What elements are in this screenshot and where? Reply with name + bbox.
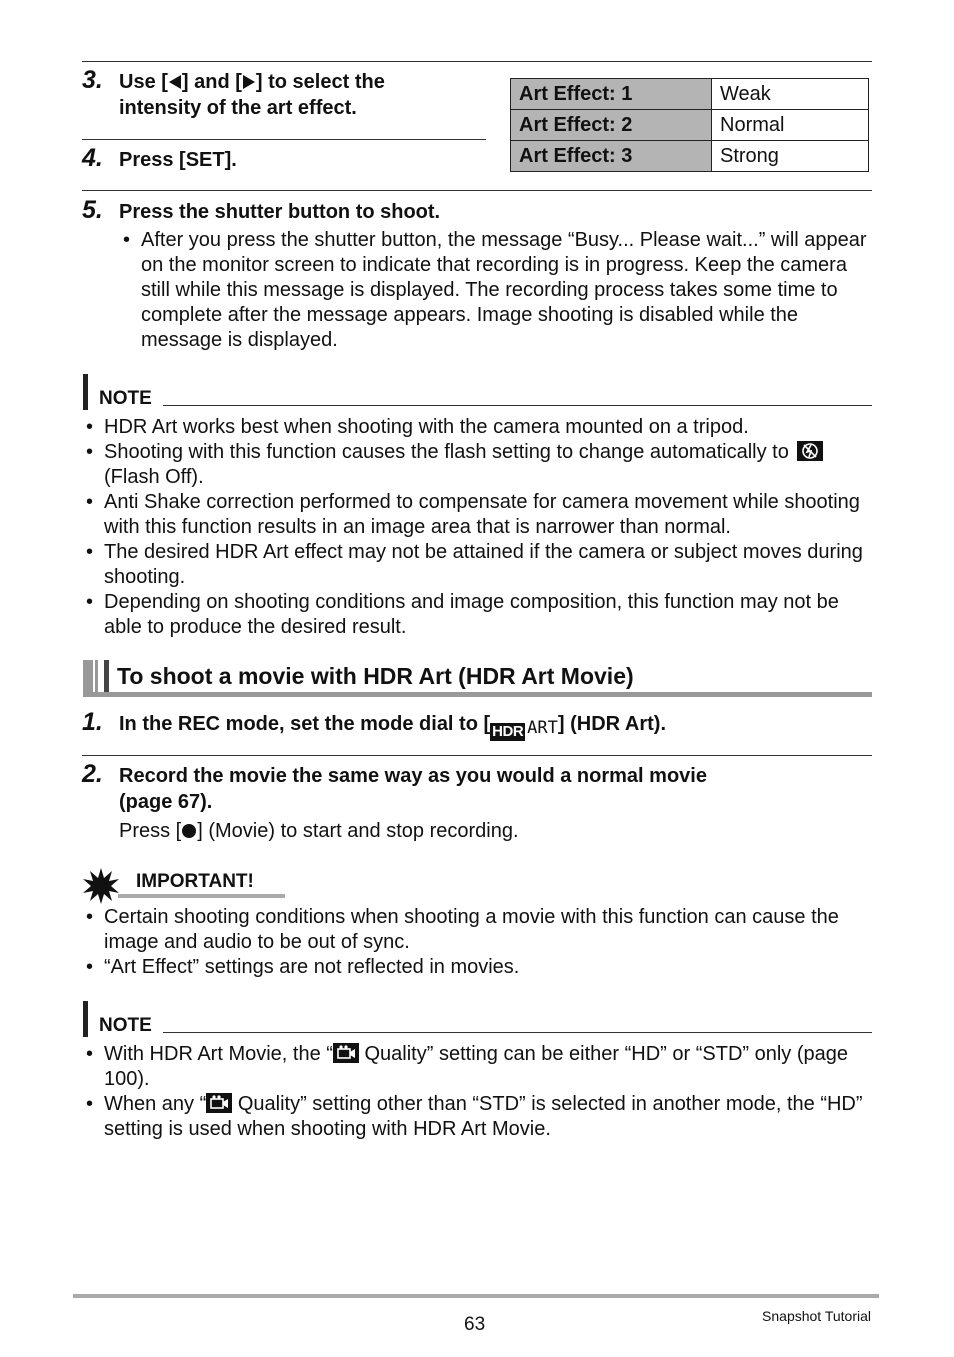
note-rule (163, 405, 872, 406)
step-3-text-mid: ] and [ (181, 71, 242, 93)
table-row (511, 110, 869, 141)
list-item: • Depending on shooting conditions and image composition, this function may not be able to produce the desired result. (82, 590, 872, 640)
art-icon-label: ART (527, 718, 558, 738)
note-label: NOTE (99, 1015, 152, 1036)
section-heading-underline (83, 692, 872, 697)
list-item: • HDR Art works best when shooting with the camera mounted on a tripod. (82, 415, 872, 440)
list-item: • “Art Effect” settings are not reflected in movies. (82, 955, 872, 980)
movie-quality-icon (206, 1093, 232, 1113)
footer-rule (73, 1294, 879, 1298)
step-3-text-pre: Use [ (119, 71, 168, 93)
movie-step-1-number: 1. (82, 708, 103, 736)
list-item: • Certain shooting conditions when shooting a movie with this function can cause the image and audio to be out of sync. (82, 905, 872, 955)
movie-quality-icon (333, 1043, 359, 1063)
table-key-cell: Art Effect: 3 (511, 141, 712, 172)
table-row (511, 79, 869, 110)
art-effect-table (510, 78, 869, 172)
step-4-divider (82, 190, 872, 191)
step-4-number: 4. (82, 144, 103, 172)
step-3-text-line2: intensity of the art effect. (119, 97, 357, 119)
table-value-cell: Normal (712, 110, 869, 141)
section-title: To shoot a movie with HDR Art (HDR Art Movie) (117, 663, 634, 689)
flash-off-label: (Flash Off). (104, 466, 204, 488)
movie-step-2-sub-pre: Press [ (119, 820, 182, 842)
note-2-item-1-post: Quality” setting can be either “HD” or “STD” only (page 100). (104, 1043, 849, 1090)
right-triangle-icon (242, 74, 256, 90)
left-triangle-icon (168, 74, 182, 90)
table-value-cell: Weak (712, 79, 869, 110)
note-2-list (82, 1042, 872, 1142)
important-label: IMPORTANT! (136, 871, 254, 892)
important-starburst-icon (82, 867, 120, 905)
list-item (82, 1092, 872, 1142)
movie-step-1-pre: In the REC mode, set the mode dial to [ (119, 713, 491, 735)
movie-step-2-sub (119, 819, 519, 844)
section-heading-bar1 (83, 660, 93, 694)
movie-step-2-line2: (page 67). (119, 791, 213, 813)
page-number: 63 (464, 1314, 486, 1335)
top-rule (82, 61, 872, 62)
list-item (82, 440, 872, 490)
table-row (511, 141, 869, 172)
note-bar (83, 1001, 88, 1037)
step-3-text (119, 69, 489, 121)
record-dot-icon (181, 823, 197, 839)
table-key-cell: Art Effect: 2 (511, 110, 712, 141)
movie-step-2-line1: Record the movie the same way as you would a normal movie (119, 765, 707, 787)
footer-section-name: Snapshot Tutorial (762, 1308, 871, 1324)
section-heading-bar2 (95, 660, 98, 694)
table-value-cell: Strong (712, 141, 869, 172)
section-heading-bar3 (104, 660, 109, 694)
note-bar (83, 374, 88, 410)
table-key-cell: Art Effect: 1 (511, 79, 712, 110)
note-1-list (82, 415, 872, 640)
list-item: • Anti Shake correction performed to compensate for camera movement while shooting with this function results in an image area that is narrower than normal. (82, 490, 872, 540)
step-5-text: Press the shutter button to shoot. (119, 201, 441, 223)
movie-step-1-text (119, 711, 666, 741)
movie-step-1-post: ] (HDR Art). (557, 713, 666, 735)
important-rule (118, 894, 285, 898)
hdr-icon-label: HDR (492, 723, 524, 740)
list-item (82, 1042, 872, 1092)
list-item: • After you press the shutter button, the message “Busy... Please wait...” will appear on the monitor screen to indicate that recording is in progress. Keep the camera still while this message is displayed. The recording process takes some time to complete after the message appears. Image shooting is disabled while the message is displayed. (119, 228, 871, 353)
list-item: • The desired HDR Art effect may not be attained if the camera or subject moves during shooting. (82, 540, 872, 590)
hdr-art-icon (490, 714, 558, 741)
step-5-bullets (119, 228, 871, 353)
step-3-divider (82, 139, 486, 140)
movie-step-2-sub-post: ] (Movie) to start and stop recording. (197, 820, 519, 842)
important-list (82, 905, 872, 980)
flash-off-icon (797, 441, 823, 461)
movie-step-2-number: 2. (82, 760, 103, 788)
step-4-text: Press [SET]. (119, 149, 237, 171)
step-3-number: 3. (82, 66, 103, 94)
note-2-item-1-pre: With HDR Art Movie, the “ (104, 1043, 333, 1065)
note-rule (163, 1032, 872, 1033)
note-label: NOTE (99, 388, 152, 409)
note-2-item-2-pre: When any “ (104, 1093, 207, 1115)
movie-step-1-divider (82, 755, 872, 756)
movie-step-2-text (119, 763, 859, 815)
step-5-number: 5. (82, 196, 103, 224)
flash-note-text: Shooting with this function causes the flash setting to change automatically to (104, 441, 789, 463)
step-3-text-post: ] to select the (255, 71, 385, 93)
note-2-item-2-post: Quality” setting other than “STD” is selected in another mode, the “HD” setting is used when shooting with HDR Art Movie. (104, 1093, 863, 1140)
